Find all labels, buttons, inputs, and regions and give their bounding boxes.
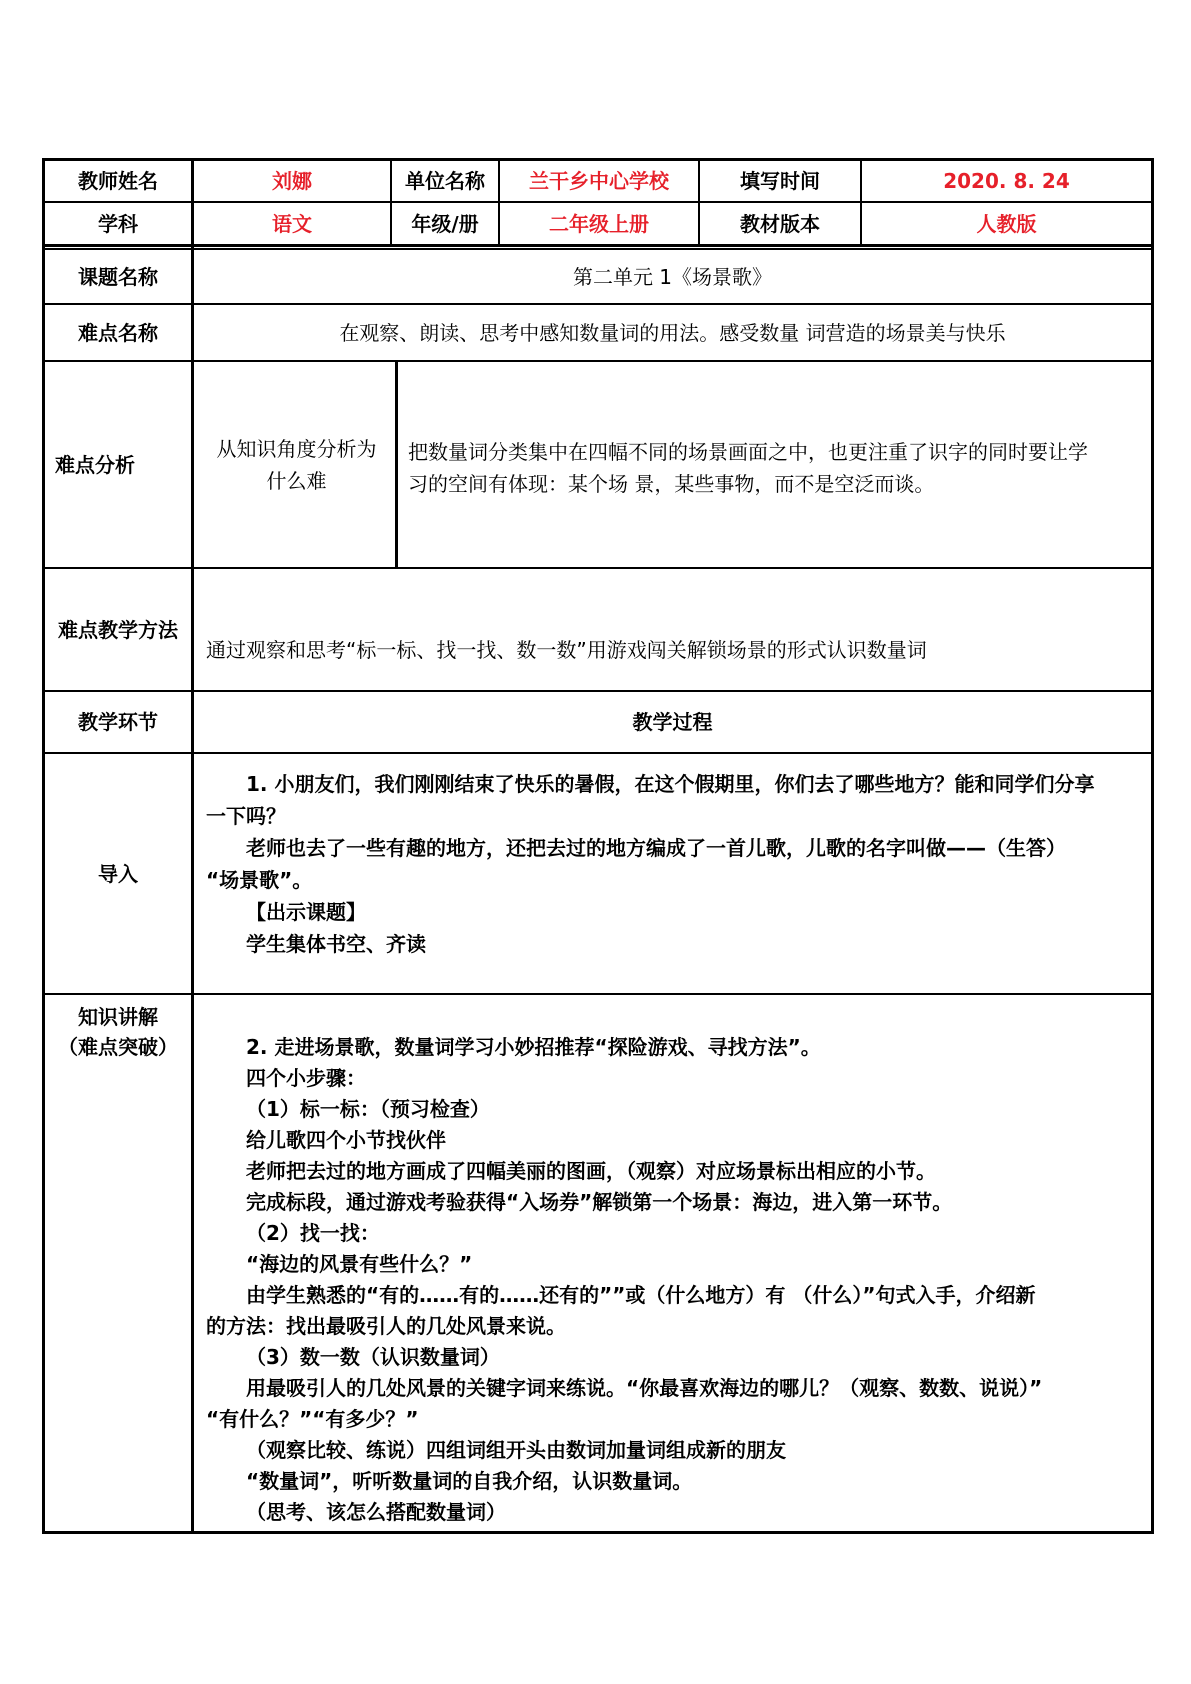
knowledge-label-line: （难点突破） [58, 1035, 178, 1059]
intro-line: “场景歌”。 [206, 868, 313, 892]
table-border [42, 1531, 1154, 1534]
difficulty-label: 难点名称 [78, 320, 158, 345]
analysis-line: 把数量词分类集中在四幅不同的场景画面之中，也更注重了识字的同时要让学 [408, 440, 1088, 464]
intro-line: 1. 小朋友们，我们刚刚结束了快乐的暑假，在这个假期里，你们去了哪些地方？能和同学们分享 [246, 772, 1095, 796]
edition-label: 教材版本 [740, 211, 820, 236]
knowledge-label-line: 知识讲解 [78, 1005, 158, 1029]
knowledge-label [45, 1000, 191, 1064]
unit-name-label: 单位名称 [405, 169, 485, 193]
table-border [395, 361, 398, 568]
teacher-name-label: 教师姓名 [78, 169, 158, 193]
method-label: 难点教学方法 [58, 617, 178, 642]
grade-label: 年级/册 [411, 211, 479, 236]
table-border [191, 158, 194, 1534]
analysis-content [408, 436, 1148, 500]
table-border [1151, 158, 1154, 1534]
grade-value: 二年级上册 [549, 211, 649, 236]
intro-line: 学生集体书空、齐读 [246, 932, 426, 956]
method-value: 通过观察和思考“标一标、找一找、数一数”用游戏闯关解锁场景的形式认识数量词 [206, 638, 927, 662]
knowledge-line: 由学生熟悉的“有的……有的……还有的””或（什么地方）有 （什么）”句式入手，介绍新 [246, 1283, 1036, 1307]
subject-label: 学科 [98, 211, 138, 236]
teacher-name-value: 刘娜 [272, 169, 312, 193]
knowledge-line: “海边的风景有些什么？” [246, 1252, 473, 1276]
table-border [42, 993, 1154, 995]
knowledge-content [206, 1032, 1150, 1528]
topic-label: 课题名称 [78, 264, 158, 289]
table-border [42, 244, 1154, 247]
knowledge-line: “有什么？”“有多少？” [206, 1407, 419, 1431]
unit-name-value: 兰干乡中心学校 [529, 169, 669, 193]
table-border [42, 567, 1154, 569]
knowledge-line: （2）找一找： [246, 1221, 380, 1245]
analysis-line: 习的空间有体现：某个场 景，某些事物，而不是空泛而谈。 [408, 472, 935, 496]
section-header-label: 教学环节 [78, 710, 158, 734]
edition-value: 人教版 [976, 211, 1037, 236]
analysis-label: 难点分析 [55, 452, 135, 477]
subject-value: 语文 [272, 211, 312, 236]
difficulty-value: 在观察、朗读、思考中感知数量词的用法。感受数量 词营造的场景美与快乐 [339, 320, 1006, 345]
analysis-sub-label: 从知识角度分析为什么难 [216, 436, 377, 493]
knowledge-line: （思考、该怎么搭配数量词） [246, 1500, 506, 1524]
knowledge-line: 给儿歌四个小节找伙伴 [246, 1128, 446, 1152]
fill-date-value: 2020. 8. 24 [943, 169, 1070, 193]
knowledge-line: 老师把去过的地方画成了四幅美丽的图画，（观察）对应场景标出相应的小节。 [246, 1159, 936, 1183]
knowledge-line: 2. 走进场景歌，数量词学习小妙招推荐“探险游戏、寻找方法”。 [246, 1035, 821, 1059]
fill-date-label: 填写时间 [740, 169, 820, 193]
knowledge-line: 四个小步骤： [246, 1066, 366, 1090]
intro-line: 一下吗？ [206, 804, 286, 828]
section-header-value: 教学过程 [632, 710, 713, 734]
knowledge-line: “数量词”，听听数量词的自我介绍，认识数量词。 [246, 1469, 693, 1493]
intro-content [206, 768, 1150, 960]
knowledge-line: 用最吸引人的几处风景的关键字词来练说。“你最喜欢海边的哪儿？（观察、数数、说说）” [246, 1376, 1043, 1400]
topic-value: 第二单元 1《场景歌》 [572, 264, 773, 289]
knowledge-line: （1）标一标：（预习检查） [246, 1097, 490, 1121]
knowledge-line: 完成标段，通过游戏考验获得“入场券”解锁第一个场景：海边，进入第一环节。 [246, 1190, 953, 1214]
intro-line: 【出示课题】 [246, 900, 366, 924]
intro-label: 导入 [98, 861, 138, 886]
knowledge-line: 的方法：找出最吸引人的几处风景来说。 [206, 1314, 566, 1338]
table-border [42, 752, 1154, 754]
knowledge-line: （观察比较、练说）四组词组开头由数词加量词组成新的朋友 [246, 1438, 786, 1462]
knowledge-line: （3）数一数（认识数量词） [246, 1345, 500, 1369]
intro-line: 老师也去了一些有趣的地方，还把去过的地方编成了一首儿歌，儿歌的名字叫做——（生答） [246, 836, 1066, 860]
